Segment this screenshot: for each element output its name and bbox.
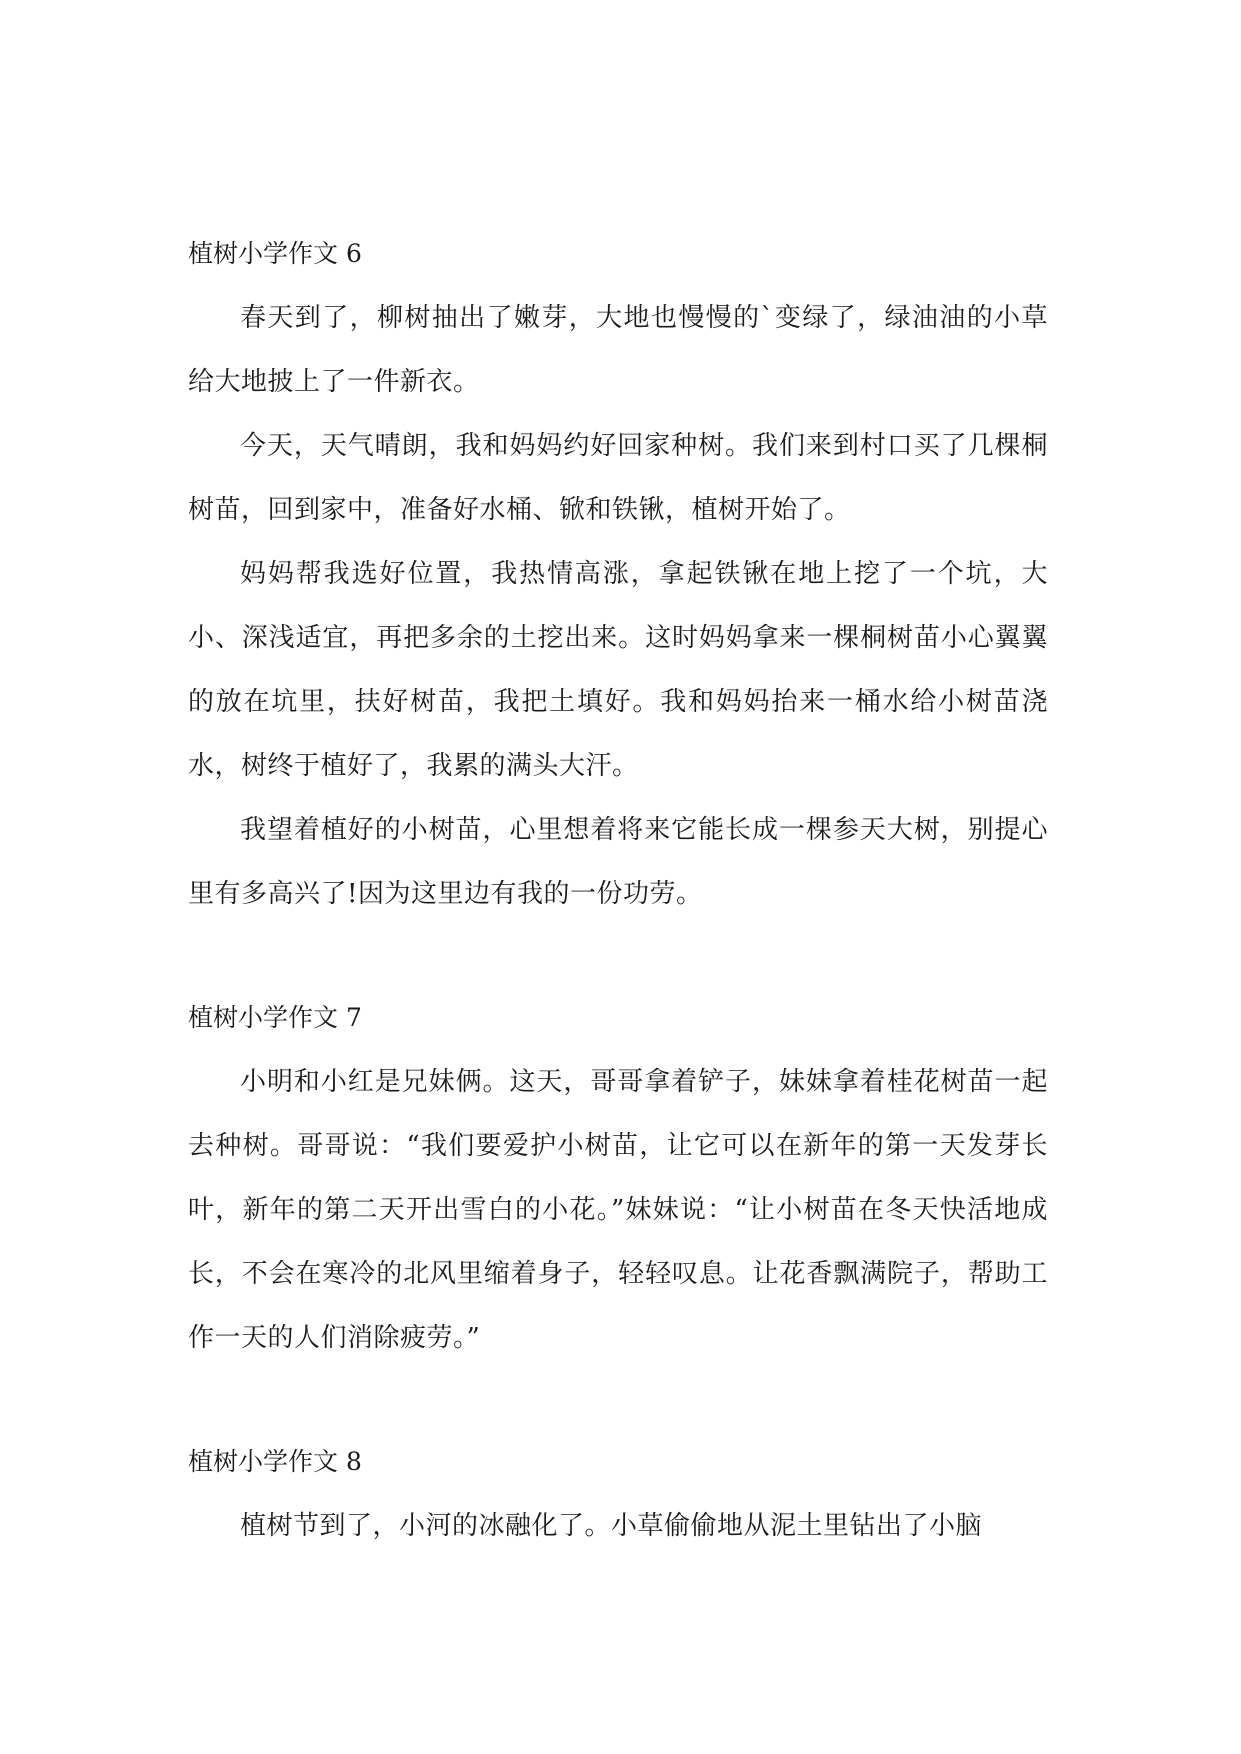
essay-section-7: [188, 986, 1048, 1370]
essay-paragraph: 今天，天气晴朗，我和妈妈约好回家种树。我们来到村口买了几棵桐树苗，回到家中，准备好水桶、锨和铁锹，植树开始了。: [188, 431, 1048, 525]
essay-paragraph: 植树节到了，小河的冰融化了。小草偷偷地从泥土里钻出了小脑: [240, 1511, 983, 1541]
essay-paragraph: 妈妈帮我选好位置，我热情高涨，拿起铁锹在地上挖了一个坑，大小、深浅适宜，再把多余的土挖出来。这时妈妈拿来一棵桐树苗小心翼翼的放在坑里，扶好树苗，我把土填好。我和妈妈抬来一桶水给小树苗浇水，树终于植好了，我累的满头大汗。: [188, 559, 1048, 781]
essay-title: 植树小学作文 8: [188, 1447, 362, 1476]
essay-paragraph: 我望着植好的小树苗，心里想着将来它能长成一棵参天大树，别提心里有多高兴了!因为这里边有我的一份功劳。: [188, 815, 1048, 909]
essay-section-6: [188, 222, 1048, 926]
essay-title: 植树小学作文 6: [188, 239, 362, 268]
essay-paragraph: 小明和小红是兄妹俩。这天，哥哥拿着铲子，妹妹拿着桂花树苗一起去种树。哥哥说：“我们要爱护小树苗，让它可以在新年的第一天发芽长叶，新年的第二天开出雪白的小花。”妹妹说：“让小树苗在冬天快活地成长，不会在寒冷的北风里缩着身子，轻轻叹息。让花香飘满院子，帮助工作一天的人们消除疲劳。”: [188, 1067, 1048, 1353]
essay-paragraph: 春天到了，柳树抽出了嫩芽，大地也慢慢的`变绿了，绿油油的小草给大地披上了一件新衣。: [188, 303, 1048, 397]
essay-title: 植树小学作文 7: [188, 1003, 362, 1032]
essay-section-8: [188, 1430, 1048, 1558]
document-content: [188, 222, 1048, 1558]
